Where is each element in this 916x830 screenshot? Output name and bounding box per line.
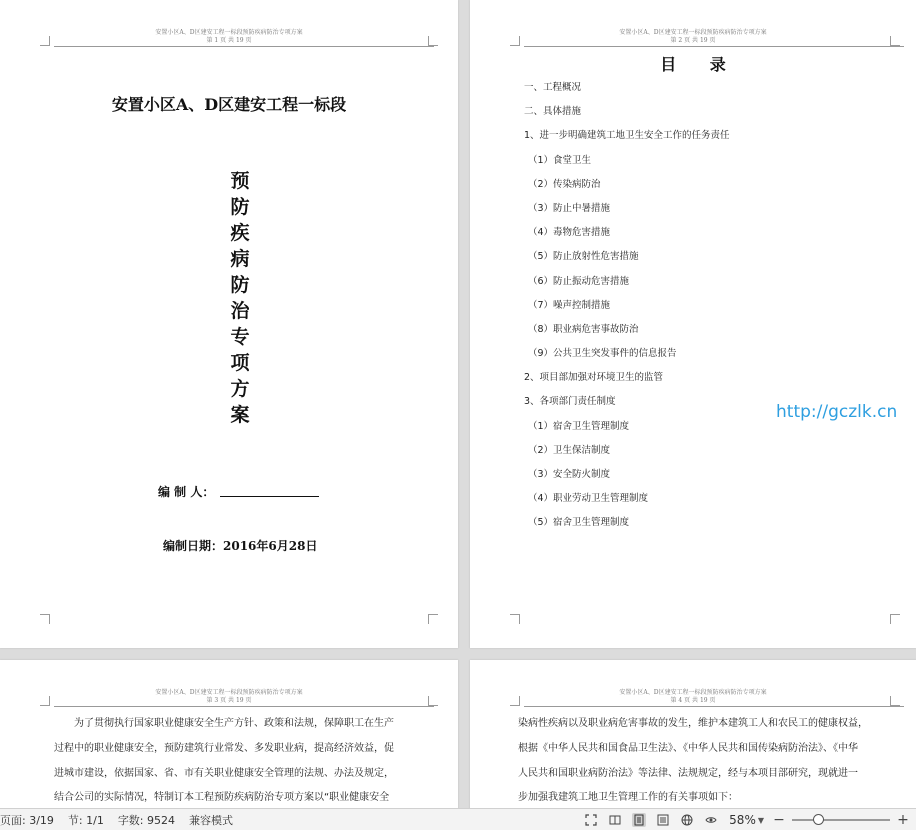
margin-corner <box>890 36 900 46</box>
page-view-icon[interactable] <box>632 813 646 827</box>
margin-corner <box>890 614 900 624</box>
header-rule <box>524 46 904 47</box>
title-char: 专 <box>230 326 250 348</box>
page-4-body <box>518 712 868 808</box>
title-char: 防 <box>230 274 250 296</box>
toc-item[interactable]: （4）毒物危害措施 <box>528 227 611 239</box>
page-4 <box>470 660 916 808</box>
toc-title: 目 录 <box>660 55 740 74</box>
page-number: 第 4 页 共 19 页 <box>670 697 716 704</box>
page-number: 第 3 页 共 19 页 <box>206 697 252 704</box>
section-indicator[interactable]: 节: 1/1 <box>67 814 104 827</box>
margin-corner <box>510 36 520 46</box>
watermark-url: http://gczlk.cn <box>776 402 898 422</box>
zoom-dropdown-icon[interactable]: ▼ <box>757 815 764 825</box>
eye-protection-icon[interactable] <box>704 813 718 827</box>
toc-item[interactable]: 1、进一步明确建筑工地卫生安全工作的任务责任 <box>524 130 730 142</box>
word-count[interactable]: 字数: 9524 <box>117 814 176 827</box>
body-line: 结合公司的实际情况，特制订本工程预防疾病防治专项方案以“职业健康安全 <box>54 792 390 804</box>
toc-item[interactable]: （5）防止放射性危害措施 <box>528 251 639 263</box>
toc-item[interactable]: （5）宿舍卫生管理制度 <box>528 517 630 529</box>
zoom-level[interactable]: 58% <box>729 813 756 827</box>
margin-corner <box>40 696 50 706</box>
margin-corner <box>428 36 438 46</box>
toc-list <box>524 80 904 540</box>
toc-item[interactable]: （8）职业病危害事故防治 <box>528 323 639 335</box>
outline-view-icon[interactable] <box>656 813 670 827</box>
margin-corner <box>40 614 50 624</box>
margin-corner <box>510 614 520 624</box>
read-mode-icon[interactable] <box>608 813 622 827</box>
title-char: 项 <box>230 352 250 374</box>
toc-item[interactable]: （1）食堂卫生 <box>528 154 592 166</box>
title-char: 案 <box>230 404 250 426</box>
fullscreen-icon[interactable] <box>584 813 598 827</box>
title-char: 预 <box>230 170 250 192</box>
page-indicator[interactable]: 页面: 3/19 <box>0 814 54 827</box>
body-line: 染病性疾病以及职业病危害事故的发生，维护本建筑工人和农民工的健康权益， <box>518 718 868 729</box>
toc-item[interactable]: 2、项目部加强对环境卫生的监管 <box>524 372 664 384</box>
toc-item[interactable]: （7）噪声控制措施 <box>528 299 611 311</box>
editor-label: 编 制 人： <box>158 485 215 499</box>
toc-item[interactable]: （2）传染病防治 <box>528 178 601 190</box>
title-char: 病 <box>230 248 250 270</box>
status-bar <box>0 808 916 830</box>
header-rule <box>524 706 904 707</box>
title-char: 治 <box>230 300 250 322</box>
page-3 <box>0 660 458 808</box>
zoom-slider[interactable] <box>792 819 890 821</box>
title-char: 疾 <box>230 222 250 244</box>
compile-date: 编制日期：2016年6月28日 <box>163 539 318 553</box>
body-line: 根据《中华人民共和国食品卫生法》、《中华人民共和国传染病防治法》、《中华 <box>518 742 858 754</box>
header-rule <box>54 46 434 47</box>
title-char: 防 <box>230 196 250 218</box>
page-2-toc <box>470 0 916 648</box>
body-line: 步加强我建筑工地卫生管理工作的有关事项如下： <box>518 792 738 804</box>
toc-item[interactable]: （2）卫生保洁制度 <box>528 444 611 456</box>
margin-corner <box>40 36 50 46</box>
project-title: 安置小区A、D区建安工程一标段 <box>111 95 347 114</box>
toc-item[interactable]: （3）防止中暑措施 <box>528 202 611 214</box>
page-header: 安置小区A、D区建安工程一标段预防疾病防治专项方案 <box>619 689 767 696</box>
toc-item[interactable]: （4）职业劳动卫生管理制度 <box>528 493 649 505</box>
web-view-icon[interactable] <box>680 813 694 827</box>
title-char: 方 <box>230 378 250 400</box>
page-header: 安置小区A、D区建安工程一标段预防疾病防治专项方案 <box>155 689 303 696</box>
toc-item[interactable]: （9）公共卫生突发事件的信息报告 <box>528 348 677 360</box>
body-line: 过程中的职业健康安全，预防建筑行业常发、多发职业病，提高经济效益，促 <box>54 742 394 754</box>
margin-corner <box>510 696 520 706</box>
compatibility-mode: 兼容模式 <box>189 814 234 827</box>
page-number: 第 1 页 共 19 页 <box>206 37 252 44</box>
toc-item[interactable]: 3、各项部门责任制度 <box>524 396 616 408</box>
body-line: 为了贯彻执行国家职业健康安全生产方针、政策和法规，保障职工在生产 <box>54 718 394 729</box>
toc-item[interactable]: 二、具体措施 <box>524 106 582 118</box>
zoom-out-button[interactable]: − <box>773 812 785 828</box>
zoom-in-button[interactable]: + <box>897 812 909 828</box>
document-title-vertical <box>226 168 254 428</box>
toc-item[interactable]: 一、工程概况 <box>524 82 582 93</box>
margin-corner <box>428 614 438 624</box>
page-1-cover <box>0 0 458 648</box>
page-number: 第 2 页 共 19 页 <box>670 37 716 44</box>
page-header: 安置小区A、D区建安工程一标段预防疾病防治专项方案 <box>619 29 767 36</box>
toc-item[interactable]: （6）防止振动危害措施 <box>528 275 630 287</box>
editor-blank-line <box>220 496 319 497</box>
header-rule <box>54 706 434 707</box>
margin-corner <box>890 696 900 706</box>
toc-item[interactable]: （3）安全防火制度 <box>528 469 611 480</box>
toc-item[interactable]: （1）宿舍卫生管理制度 <box>528 420 630 432</box>
body-line: 人民共和国职业病防治法》等法律、法规规定，经与本项目部研究，现就进一 <box>518 767 858 779</box>
page-header: 安置小区A、D区建安工程一标段预防疾病防治专项方案 <box>155 29 303 36</box>
zoom-slider-thumb[interactable] <box>813 814 824 825</box>
page-3-body <box>54 712 394 808</box>
margin-corner <box>428 696 438 706</box>
body-line: 进城市建设，依据国家、省、市有关职业健康安全管理的法规、办法及规定， <box>54 767 394 779</box>
